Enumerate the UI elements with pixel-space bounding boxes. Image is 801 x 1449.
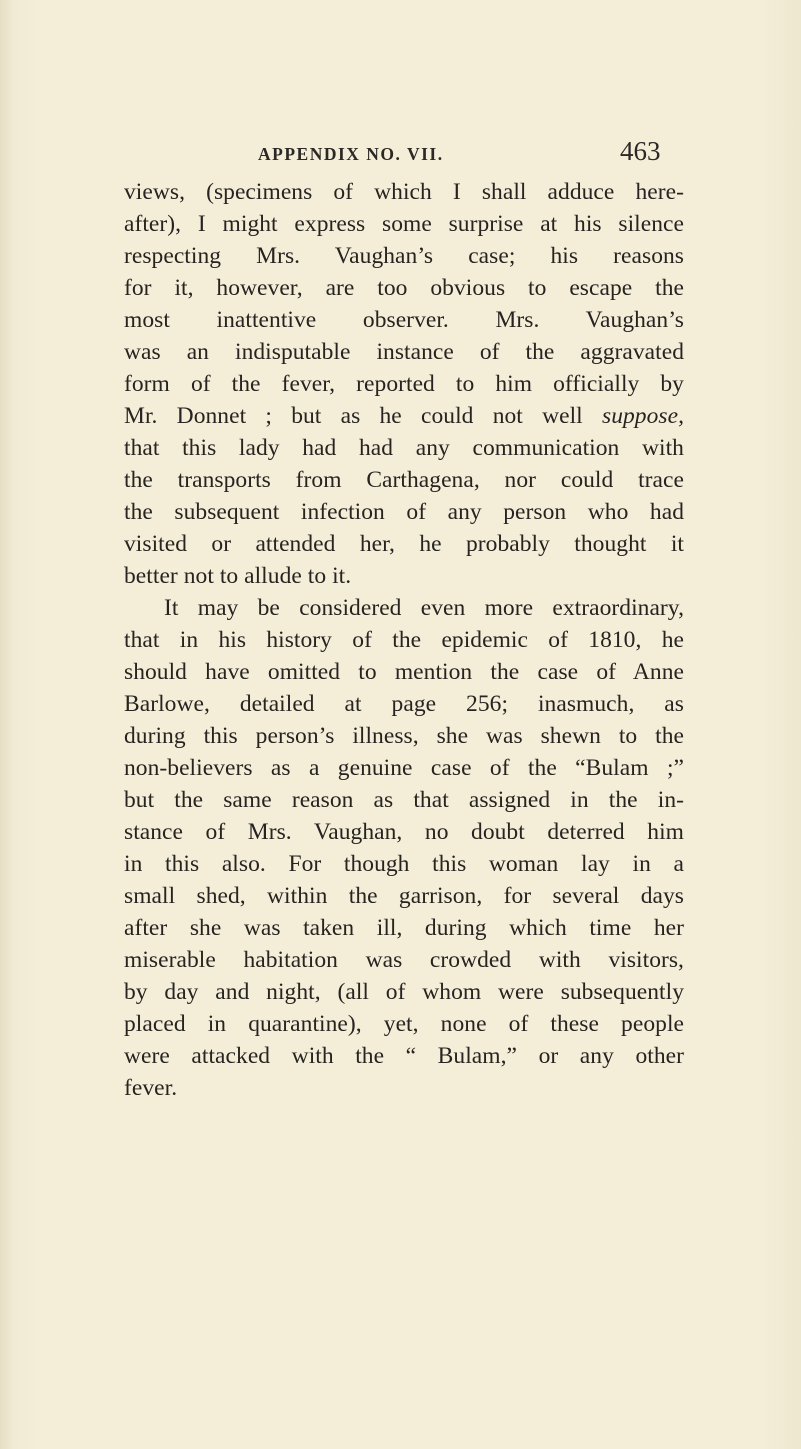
text-line: in this also. For though this woman lay in a <box>124 851 684 877</box>
text-line: the subsequent infection of any person who had <box>124 499 684 525</box>
text-line: during this person’s illness, she was shewn to the <box>124 723 684 749</box>
body-text <box>124 176 684 1104</box>
text-line: visited or attended her, he probably thought it <box>124 531 684 557</box>
text-line: Barlowe, detailed at page 256; inasmuch, as <box>124 691 684 717</box>
page-number: 463 <box>620 136 661 166</box>
paragraph-end-line: better not to allude to it. <box>124 563 352 589</box>
text-line: but the same reason as that assigned in the in- <box>124 787 684 813</box>
text-line: after she was taken ill, during which time her <box>124 915 684 941</box>
text-line: were attacked with the “ Bulam,” or any other <box>124 1043 684 1069</box>
text-line: after), I might express some surprise at his silence <box>124 211 684 237</box>
text-line: that this lady had had any communication with <box>124 435 684 461</box>
text-line: that in his history of the epidemic of 1810, he <box>124 627 684 653</box>
paragraph-end-line: fever. <box>124 1075 178 1101</box>
running-head: APPENDIX NO. VII. <box>258 144 444 164</box>
text-line: the transports from Carthagena, nor could trace <box>124 467 684 493</box>
page-header <box>0 136 801 170</box>
text-line: stance of Mrs. Vaughan, no doubt deterred him <box>124 819 684 845</box>
text-line: for it, however, are too obvious to escape the <box>124 275 684 301</box>
text-line: should have omitted to mention the case of Anne <box>124 659 684 685</box>
text-line: was an indisputable instance of the aggravated <box>124 339 684 365</box>
text-line: non-believers as a genuine case of the “Bulam ;” <box>124 755 684 781</box>
text-line-part: Mr. Donnet ; but as he could not well <box>124 403 583 429</box>
text-line: placed in quarantine), yet, none of these people <box>124 1011 684 1037</box>
text-line: form of the fever, reported to him officially by <box>124 371 684 397</box>
text-line: views, (specimens of which I shall adduce here- <box>124 179 684 205</box>
text-line-with-italic <box>124 400 684 432</box>
italic-word: suppose, <box>602 403 684 429</box>
text-line: respecting Mrs. Vaughan’s case; his reasons <box>124 243 684 269</box>
text-line: miserable habitation was crowded with visitors, <box>124 947 684 973</box>
text-line: by day and night, (all of whom were subsequently <box>124 979 684 1005</box>
paragraph-start-line: It may be considered even more extraordinary, <box>164 595 684 621</box>
text-line: small shed, within the garrison, for several days <box>124 883 684 909</box>
text-line: most inattentive observer. Mrs. Vaughan’s <box>124 307 684 333</box>
